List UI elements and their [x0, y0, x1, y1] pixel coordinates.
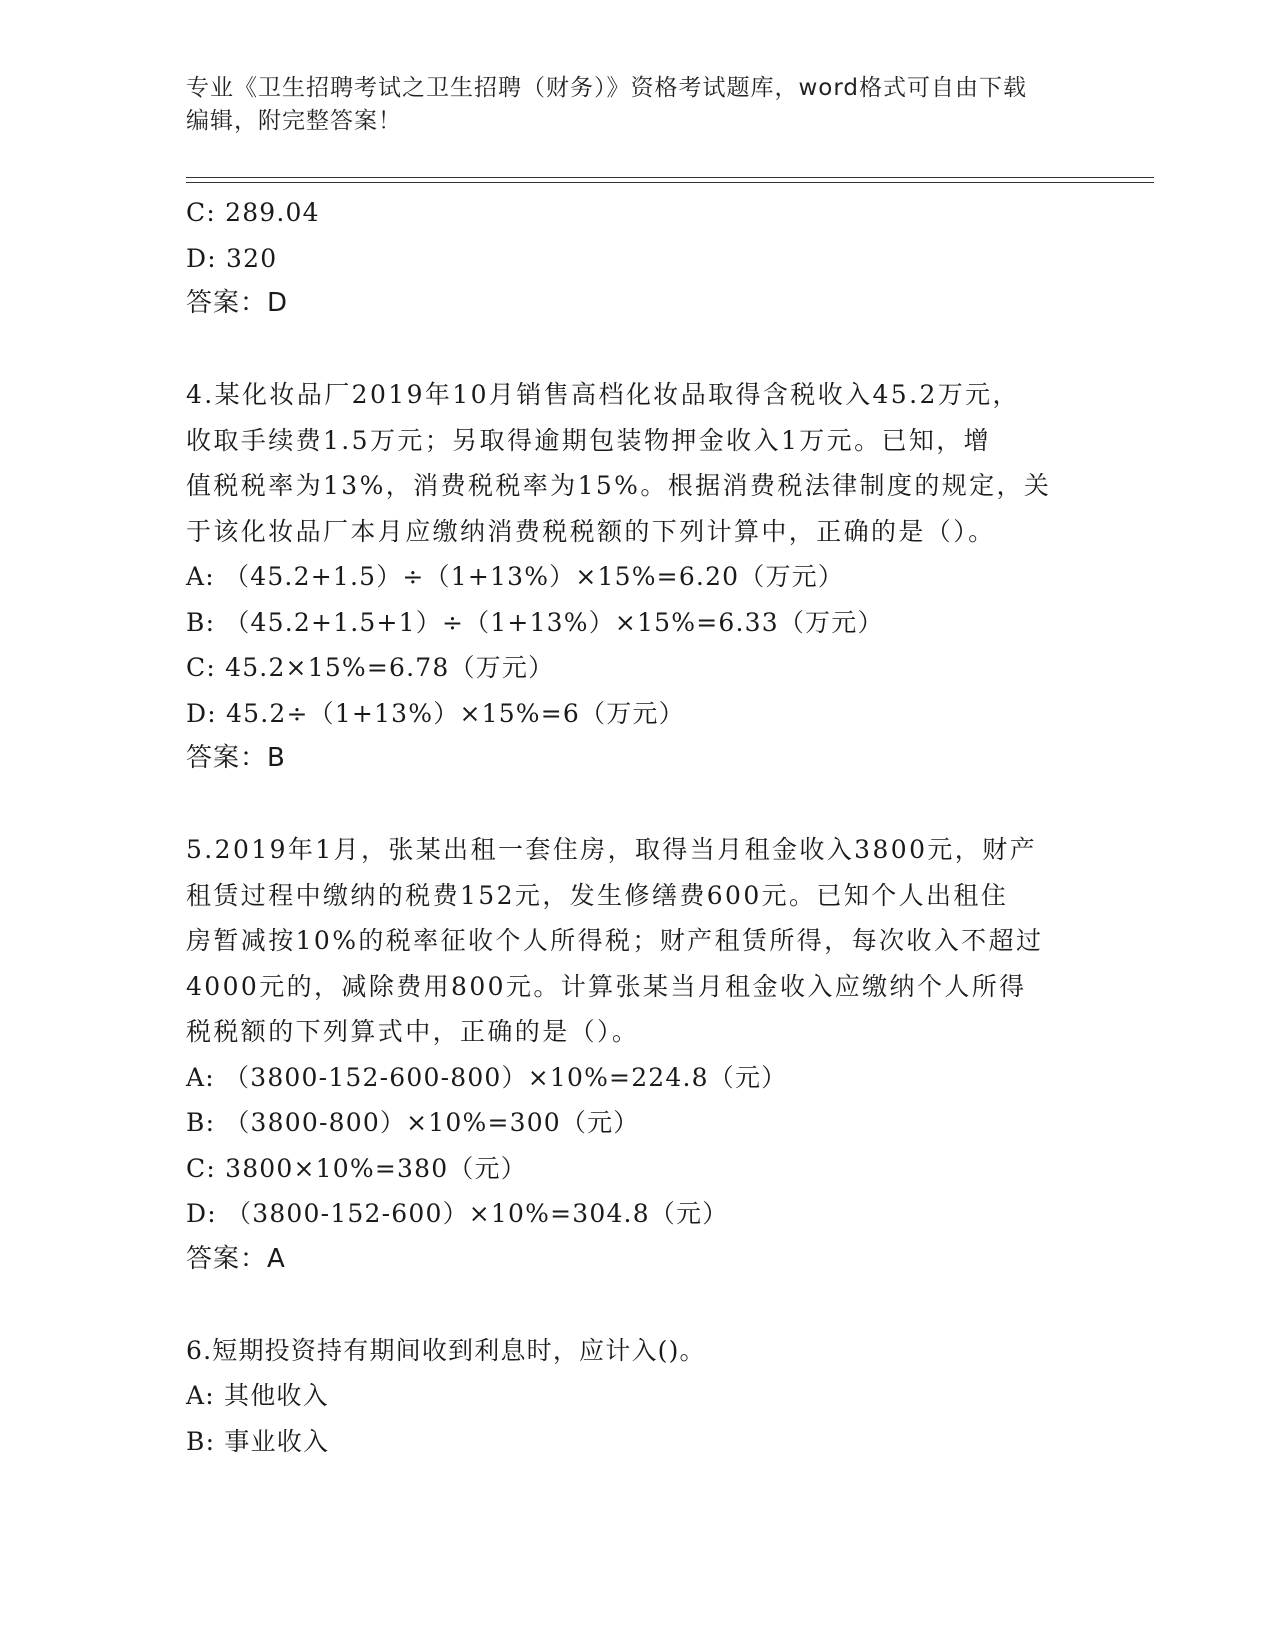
q5-answer: 答案：A [186, 1243, 286, 1274]
q5-option-c: C: 3800×10%=380（元） [186, 1153, 527, 1183]
header-line-2: 编辑，附完整答案！ [186, 108, 402, 134]
q4-option-a: A: （45.2+1.5）÷（1+13%）×15%=6.20（万元） [186, 562, 845, 591]
q4-answer: 答案：B [186, 743, 286, 773]
q6-option-a: A: 其他收入 [186, 1381, 329, 1410]
question-list [186, 190, 1086, 1464]
q5-option-d: D: （3800-152-600）×10%=304.8（元） [186, 1199, 729, 1228]
q4-stem-line: 值税税率为13%，消费税税率为15%。根据消费税法律制度的规定，关 [186, 471, 1052, 500]
q4-option-b: B: （45.2+1.5+1）÷（1+13%）×15%=6.33（万元） [186, 607, 884, 637]
q3-option-d: D: 320 [186, 243, 278, 273]
spacer [186, 327, 1086, 373]
q6-stem: 6.短期投资持有期间收到利息时，应计入()。 [186, 1335, 706, 1365]
header-line-1: 专业《卫生招聘考试之卫生招聘（财务）》资格考试题库，word格式可自由下载 [186, 75, 1028, 101]
q5-stem [186, 827, 1086, 1055]
q5-option-a: A: （3800-152-600-800）×10%=224.8（元） [186, 1062, 788, 1092]
q5-stem-line: 税税额的下列算式中，正确的是（）。 [186, 1017, 640, 1046]
page-header [186, 72, 1066, 138]
q3-option-c: C: 289.04 [186, 198, 320, 227]
q4-option-c: C: 45.2×15%=6.78（万元） [186, 653, 555, 682]
q5-option-b: B: （3800-800）×10%=300（元） [186, 1108, 640, 1137]
q5-stem-line: 租赁过程中缴纳的税费152元，发生修缮费600元。已知个人出租住 [186, 880, 1009, 910]
q6-option-b: B: 事业收入 [186, 1426, 330, 1456]
q4-stem-line: 于该化妆品厂本月应缴纳消费税税额的下列计算中，正确的是（）。 [186, 516, 996, 546]
q5-stem-line: 4000元的，减除费用800元。计算张某当月租金收入应缴纳个人所得 [186, 971, 1027, 1001]
spacer [186, 782, 1086, 828]
q4-stem-line: 收取手续费1.5万元；另取得逾期包装物押金收入1万元。已知，增 [186, 425, 992, 455]
q4-option-d: D: 45.2÷（1+13%）×15%=6（万元） [186, 698, 685, 728]
q4-stem [186, 372, 1086, 554]
spacer [186, 1282, 1086, 1328]
q3-answer: 答案：D [186, 288, 289, 318]
q4-stem-line: 4.某化妆品厂2019年10月销售高档化妆品取得含税收入45.2万元， [186, 380, 1020, 409]
q5-stem-line: 5.2019年1月，张某出租一套住房，取得当月租金收入3800元，财产 [186, 835, 1038, 864]
header-rule-bottom [186, 182, 1154, 183]
q5-stem-line: 房暂减按10%的税率征收个人所得税；财产租赁所得，每次收入不超过 [186, 926, 1044, 955]
header-rule-top [186, 177, 1154, 178]
